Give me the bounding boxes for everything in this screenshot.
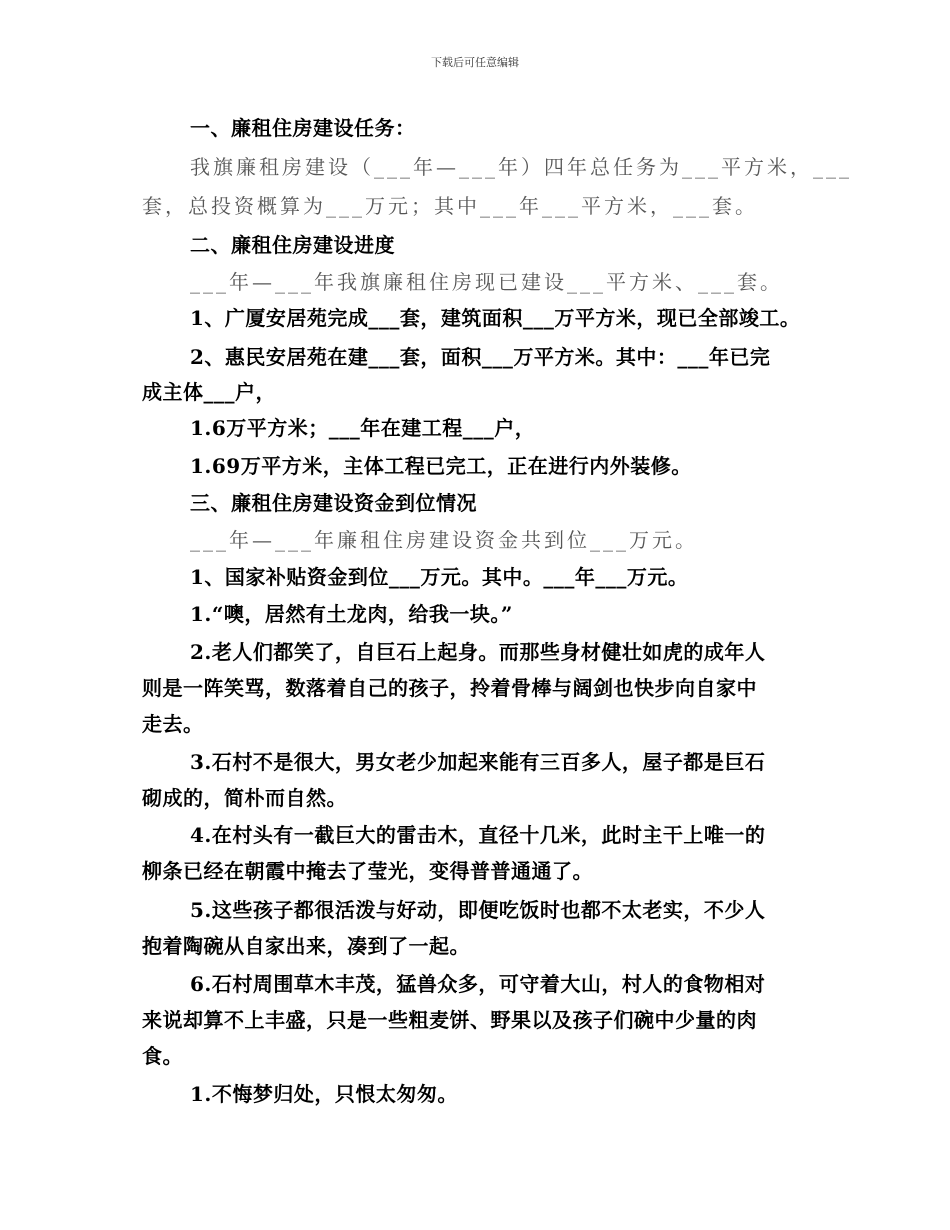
paragraph-line: 砌成的，简朴而自然。 [142,786,347,810]
paragraph-line: 成主体___户， [142,380,276,404]
paragraph-line: 柳条已经在朝霞中掩去了莹光，变得普普通通了。 [142,859,593,883]
heading-1: 一、廉租住房建设任务： [190,116,416,140]
paragraph-line: 1.“噢，居然有土龙肉，给我一块。” [190,602,513,626]
paragraph-line: 1.69万平方米，主体工程已完工，正在进行内外装修。 [190,454,692,478]
paragraph-line: 5.这些孩子都很活泼与好动，即便吃饭时也都不太老实，不少人 [190,898,766,922]
paragraph-line: 1.6万平方米；___年在建工程___户， [190,416,536,440]
paragraph-line: 走去。 [142,712,204,736]
paragraph-line: 则是一阵笑骂，数落着自己的孩子，拎着骨棒与阔剑也快步向自家中 [142,676,757,700]
paragraph-line: 1.不悔梦归处，只恨太匆匆。 [190,1082,458,1106]
paragraph-line: 4.在村头有一截巨大的雷击木，直径十几米，此时主干上唯一的 [190,823,766,847]
heading-2: 二、廉租住房建设进度 [190,233,395,257]
paragraph-line: 套，总投资概算为___万元；其中___年___平方米，___套。 [142,194,758,218]
paragraph-line: 我旗廉租房建设（___年—___年）四年总任务为___平方米，___ [190,155,852,179]
paragraph-line: 3.石村不是很大，男女老少加起来能有三百多人，屋子都是巨石 [190,750,766,774]
paragraph-line: 1、国家补贴资金到位___万元。其中。___年___万元。 [190,565,689,589]
paragraph-line: 2、惠民安居苑在建___套，面积___万平方米。其中：___年已完 [190,345,771,369]
paragraph-line: 来说却算不上丰盛，只是一些粗麦饼、野果以及孩子们碗中少量的肉 [142,1008,757,1032]
heading-3: 三、廉租住房建设资金到位情况 [190,491,477,515]
paragraph-line: 1、广厦安居苑完成___套，建筑面积___万平方米，现已全部竣工。 [190,306,801,330]
paragraph-line: 抱着陶碗从自家出来，凑到了一起。 [142,934,470,958]
paragraph-line: 6.石村周围草木丰茂，猛兽众多，可守着大山，村人的食物相对 [190,972,766,996]
paragraph-line: 2.老人们都笑了，自巨石上起身。而那些身材健壮如虎的成年人 [190,640,766,664]
paragraph-line: ___年—___年我旗廉租住房现已建设___平方米、___套。 [190,270,783,294]
paragraph-line: 食。 [142,1044,183,1068]
paragraph-line: ___年—___年廉租住房建设资金共到位___万元。 [190,528,698,552]
page-header: 下载后可任意编辑 [431,56,519,69]
